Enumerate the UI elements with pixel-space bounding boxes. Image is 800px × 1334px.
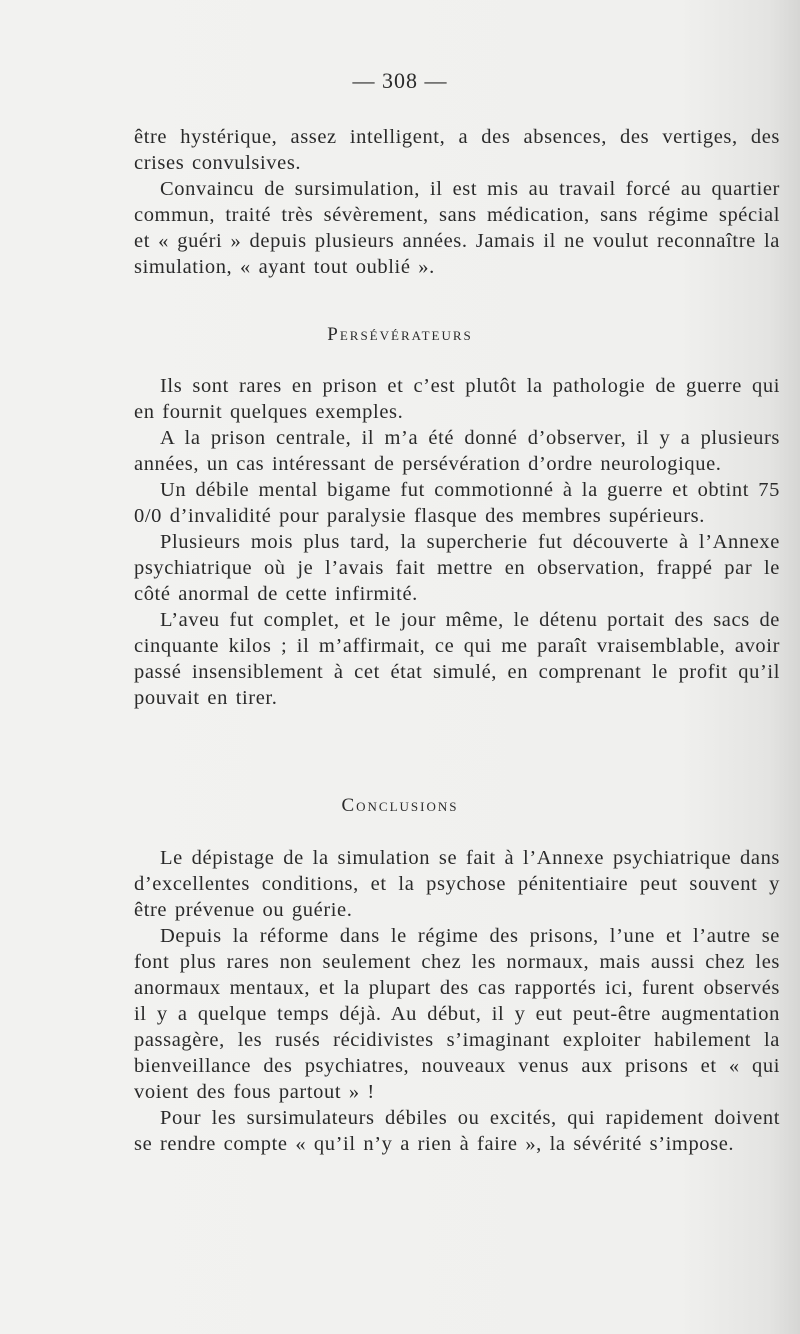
paragraph: A la prison centrale, il m’a été donné d’observer, il y a plusieurs années, un cas intéressant de persévération d’ordre neurologique. xyxy=(134,427,780,475)
paragraph: Le dépistage de la simulation se fait à l’Annexe psychiatrique dans d’excellentes conditions, et la psychose pénitentiaire peut souvent y être prévenue ou guérie. xyxy=(134,847,780,921)
paragraph: L’aveu fut complet, et le jour même, le détenu portait des sacs de cinquante kilos ; il m’affirmait, ce qui me paraît vraisemblable, avoir passé insensiblement à cet état simulé, en comprenant le profit qu’il pouvait en tirer. xyxy=(134,609,780,709)
section-heading-perseverateurs: Persévérateurs xyxy=(327,324,473,345)
paragraph: Convaincu de sursimulation, il est mis au travail forcé au quartier commun, traité très sévèrement, sans médication, sans régime spécial et « guéri » depuis plusieurs années. Jamais il ne voulut reconnaître la simulation, « ayant tout oublié ». xyxy=(134,178,780,278)
paragraph: Ils sont rares en prison et c’est plutôt la pathologie de guerre qui en fournit quelques exemples. xyxy=(134,375,780,423)
paragraph: Depuis la réforme dans le régime des prisons, l’une et l’autre se font plus rares non seulement chez les normaux, mais aussi chez les anormaux mentaux, et la plupart des cas rapportés ici, furent observés il y a quelque temps déjà. Au début, il y eut peut-être augmentation passagère, les rusés récidivistes s’imaginant exploiter habilement la bienveillance des psychiatres, nouveaux venus aux prisons et « qui voient des fous partout » ! xyxy=(134,925,780,1103)
page-number: — 308 — xyxy=(352,68,448,93)
conclusions-text xyxy=(134,845,780,1157)
section-heading-conclusions: Conclusions xyxy=(341,795,459,816)
paragraph: être hystérique, assez intelligent, a des absences, des vertiges, des crises convulsives. xyxy=(134,126,780,174)
intro-text xyxy=(134,124,780,280)
paragraph: Plusieurs mois plus tard, la supercherie fut découverte à l’Annexe psychiatrique où je l’avais fait mettre en observation, frappé par le côté anormal de cette infirmité. xyxy=(134,531,780,605)
paragraph: Un débile mental bigame fut commotionné à la guerre et obtint 75 0/0 d’invalidité pour paralysie flasque des membres supérieurs. xyxy=(134,479,780,527)
perseverateurs-text xyxy=(134,373,780,711)
paragraph: Pour les sursimulateurs débiles ou excités, qui rapidement doivent se rendre compte « qu’il n’y a rien à faire », la sévérité s’impose. xyxy=(134,1107,780,1155)
